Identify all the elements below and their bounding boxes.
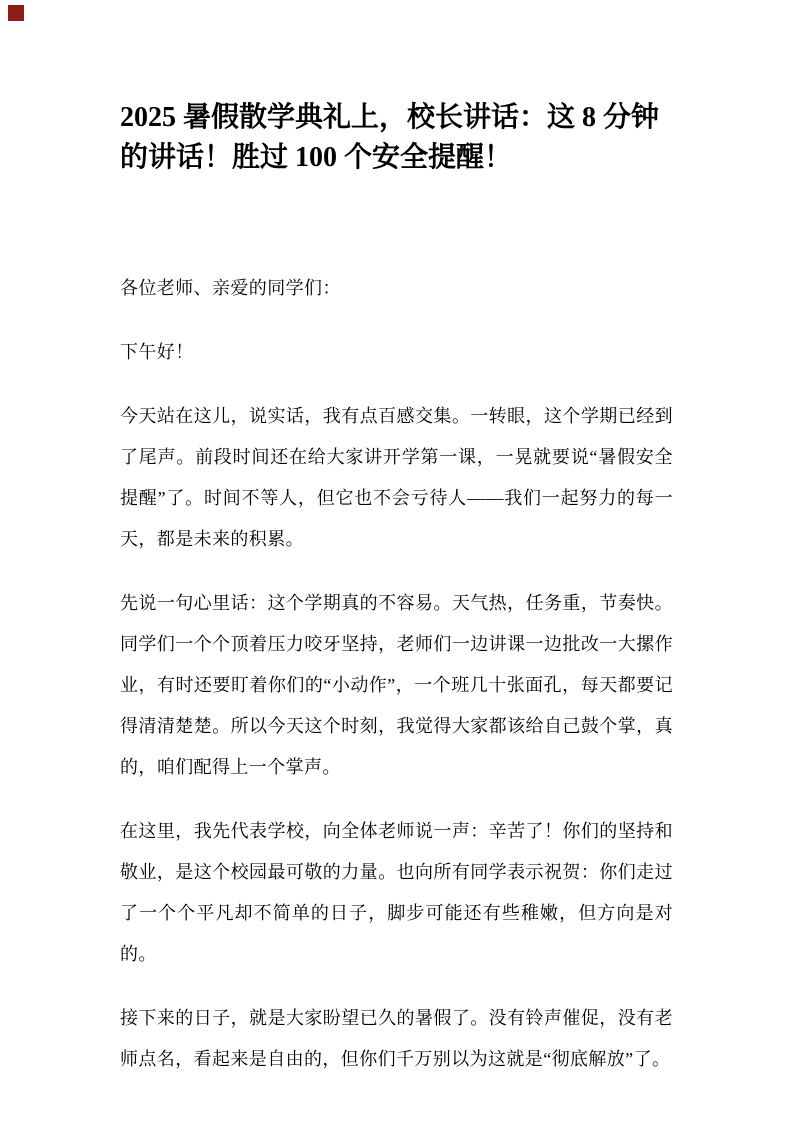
paragraph-summer-start: 接下来的日子，就是大家盼望已久的暑假了。没有铃声催促，没有老师点名，看起来是自由的，但你们千万别以为这就是“彻底解放”了。	[120, 1008, 673, 1069]
document-title-line-2: 的讲话！胜过 100 个安全提醒！	[120, 142, 513, 173]
paragraph-salutation: 各位老师、亲爱的同学们：	[120, 278, 341, 298]
paragraph-opening: 今天站在这儿，说实话，我有点百感交集。一转眼，这个学期已经到了尾声。前段时间还在给大家讲开学第一课，一晃就要说“暑假安全提醒”了。时间不等人，但它也不会亏待人——我们一起努力的每一天，都是未来的积累。	[120, 406, 673, 549]
paragraph-semester-review: 先说一句心里话：这个学期真的不容易。天气热，任务重，节奏快。同学们一个个顶着压力咬牙坚持，老师们一边讲课一边批改一大摞作业，有时还要盯着你们的“小动作”，一个班几十张面孔，每天都要记得清清楚楚。所以今天这个时刻，我觉得大家都该给自己鼓个掌，真的，咱们配得上一个掌声。	[120, 593, 673, 777]
red-corner-marker	[8, 5, 24, 21]
paragraph-greeting: 下午好！	[120, 342, 194, 362]
document-title-line-1: 2025 暑假散学典礼上，校长讲话：这 8 分钟	[120, 102, 660, 133]
paragraph-thanks: 在这里，我先代表学校，向全体老师说一声：辛苦了！你们的坚持和敬业，是这个校园最可敬的力量。也向所有同学表示祝贺：你们走过了一个个平凡却不简单的日子，脚步可能还有些稚嫩，但方向是对的。	[120, 821, 673, 964]
document-content	[120, 98, 673, 1103]
document-title	[120, 98, 673, 178]
